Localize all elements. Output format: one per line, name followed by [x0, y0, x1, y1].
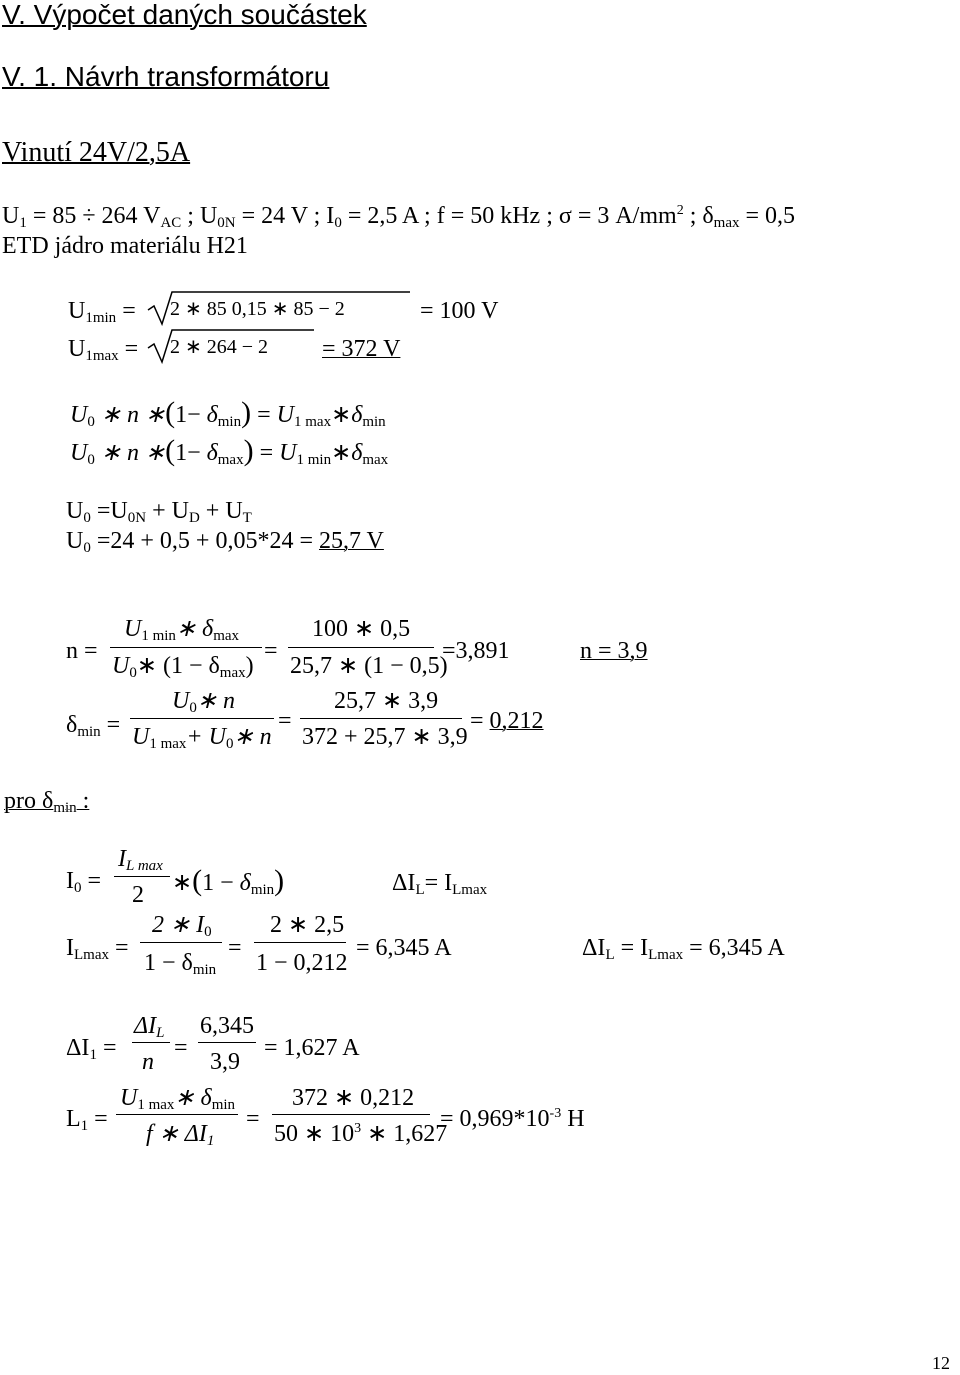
i0-factor: ∗(1 − $\delta_{min}$)	[172, 864, 285, 898]
dmin-denominator-symbolic: $U_{1 max}+$ $U_0∗$ n	[132, 724, 272, 752]
equals-sign: =	[174, 1035, 188, 1061]
delta-il-definition: $\Delta I_L= I_{Lmax}$	[392, 870, 488, 898]
ilmax-denominator-values: 1 − 0,212	[256, 950, 348, 976]
u0-definition: $U_0 =U_{0N} + U_D + U_T$	[66, 498, 252, 526]
di1-denominator-symbolic: n	[142, 1049, 154, 1075]
u1min-result: = 100 V	[420, 298, 499, 324]
n-numerator-symbolic: $U_{1 min}∗$ $\delta_{max}$	[124, 616, 240, 644]
n-label: n =	[66, 638, 98, 664]
n-denominator-values: 25,7 ∗ (1 − 0,5)	[290, 653, 448, 679]
l1-result: = $0,969*10^{-3}$ H	[440, 1106, 585, 1132]
di1-numerator-values: 6,345	[200, 1013, 254, 1039]
fraction-bar	[114, 876, 170, 877]
ilmax-result: = 6,345 A	[356, 935, 452, 961]
u1max-result: = 372 V	[322, 336, 401, 362]
fraction-bar	[300, 718, 462, 719]
u1max-expression: 2 ∗ 264 − 2	[170, 336, 269, 358]
ilmax-label: $I_{Lmax}$ =	[66, 935, 129, 963]
l1-denominator-values: 50 ∗ $10^3$ ∗ 1,627	[274, 1121, 448, 1147]
i0-label: $I_0$ =	[66, 868, 102, 896]
equation-dmax: $U_0$ ∗ n ∗(1− $\delta_{max}$) = $U_{1 min}∗\delta_{max}$	[70, 434, 389, 468]
l1-denominator-symbolic: f ∗ $\Delta I_1$	[146, 1121, 215, 1149]
fraction-bar	[140, 942, 222, 943]
equation-dmin: $U_0$ ∗ n ∗(1− $\delta_{min}$) = $U_{1 max}∗\delta_{min}$	[70, 396, 386, 430]
di1-denominator-values: 3,9	[210, 1049, 240, 1075]
equals-sign: =	[264, 638, 278, 664]
n-result: =3,891	[442, 638, 510, 664]
delta-il-final: $\Delta I_L = I_{Lmax} = 6,345$ A	[582, 935, 785, 963]
u1min-expression: 2 ∗ 85 0,15 ∗ 85 − 2	[170, 298, 345, 320]
l1-label: $L_1$ =	[66, 1106, 108, 1134]
di1-result: = 1,627 A	[264, 1035, 360, 1061]
n-numerator-values: 100 ∗ 0,5	[312, 616, 411, 642]
subsection-heading: V. 1. Návrh transformátoru	[2, 61, 330, 92]
page-number: 12	[932, 1353, 950, 1373]
equals-sign: =	[228, 935, 242, 961]
u0-calculation: $U_0 =24 + 0,5 + 0,05*24 = 25,7$ V	[66, 528, 384, 556]
fraction-bar	[254, 942, 346, 943]
ilmax-numerator-symbolic: 2 ∗ $I_0$	[152, 912, 212, 940]
i0-denominator: 2	[132, 882, 144, 908]
fraction-bar	[110, 647, 262, 648]
fraction-bar	[288, 647, 434, 648]
fraction-bar	[198, 1042, 256, 1043]
l1-numerator-values: 372 ∗ 0,212	[292, 1085, 415, 1111]
dmin-result: = 0,212	[470, 708, 544, 734]
ilmax-denominator-symbolic: $1 - \delta_{min}$	[144, 950, 217, 978]
ilmax-numerator-values: 2 ∗ 2,5	[270, 912, 345, 938]
di1-label: $\Delta I_1$ =	[66, 1035, 117, 1063]
fraction-bar	[272, 1114, 430, 1115]
given-parameters: $U_1 = 85 \div 264$ $V_{AC}$ ; $U_{0N} = 24$ V ; $I_0 = 2,5$ A ; f = 50 kHz ; σ = 3 $A/mm^2$ ; $\delta_{max} = 0,5$	[2, 203, 796, 231]
equals-sign: =	[278, 708, 292, 734]
dmin-numerator-values: 25,7 ∗ 3,9	[334, 688, 439, 714]
n-denominator-symbolic: $U_0∗$ $(1 - \delta_{max})$	[112, 653, 254, 681]
n-final: n = 3,9	[580, 638, 648, 664]
fraction-bar	[116, 1114, 238, 1115]
i0-numerator: $I_{L max}$	[118, 846, 163, 874]
di1-numerator-symbolic: $\Delta I_L$	[134, 1013, 165, 1041]
core-material: ETD jádro materiálu H21	[2, 233, 248, 259]
fraction-bar	[132, 1042, 170, 1043]
winding-heading: Vinutí 24V/2,5A	[2, 137, 191, 168]
l1-numerator-symbolic: $U_{1 max}∗$ $\delta_{min}$	[120, 1085, 236, 1113]
u1max-label: $U_{1max}$ =	[68, 336, 139, 364]
fraction-bar	[130, 718, 274, 719]
equals-sign: =	[246, 1106, 260, 1132]
dmin-denominator-values: 372 + 25,7 ∗ 3,9	[302, 724, 468, 750]
u1min-label: $U_{1min}$ =	[68, 298, 136, 326]
dmin-numerator-symbolic: $U_0∗$ n	[172, 688, 235, 716]
section-heading: V. Výpočet daných součástek	[2, 0, 367, 30]
pro-dmin-label: pro $\delta_{min}$ :	[4, 788, 90, 816]
dmin-label: $\delta_{min}$ =	[66, 712, 121, 740]
